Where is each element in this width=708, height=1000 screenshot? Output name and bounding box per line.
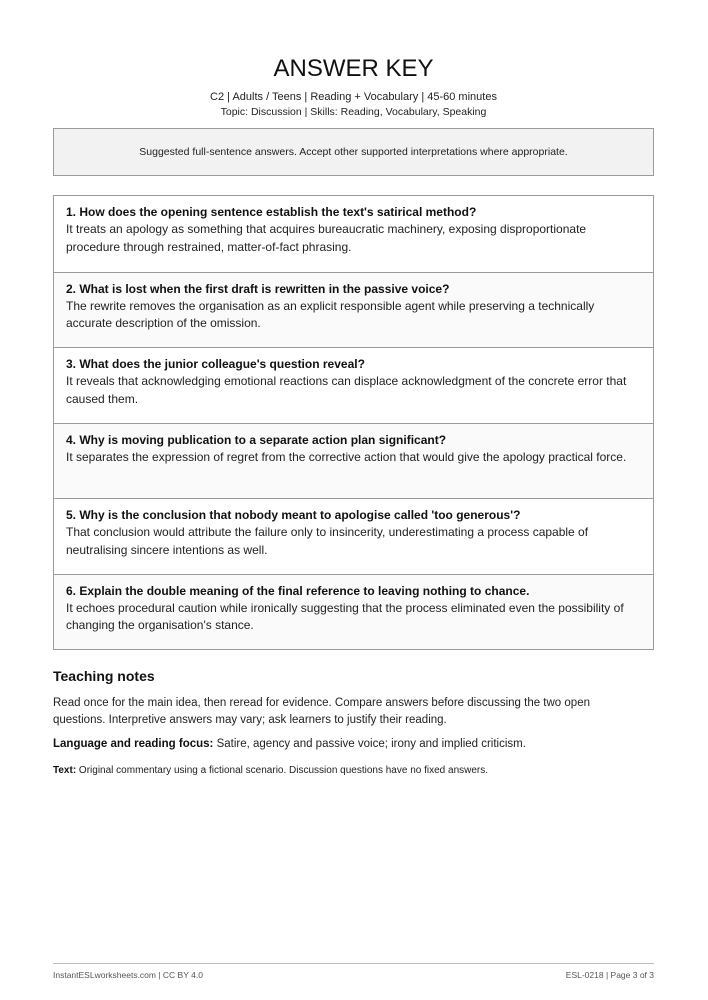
answer-text: The rewrite removes the organisation as an explicit responsible agent while preserving a technically accurate description of the omission. [66, 298, 595, 330]
footer-divider [53, 963, 654, 964]
answer-item [54, 423, 653, 499]
answer-text: It separates the expression of regret from the corrective action that would give the apology practical force. [66, 449, 627, 464]
text-source-label: Text: [53, 765, 77, 776]
answer-text: That conclusion would attribute the failure only to insincerity, underestimating a process capable of neutralising sincere intentions as well. [66, 525, 589, 557]
footer-page-number: ESL-0218 | Page 3 of 3 [565, 970, 654, 980]
teaching-notes-paragraph: Read once for the main idea, then reread for evidence. Compare answers before discussing the two open questions. Interpretive answers may vary; ask learners to justify their reading. [53, 697, 590, 726]
question-text: 4. Why is moving publication to a separate action plan significant? [66, 432, 447, 447]
worksheet-meta: C2 | Adults / Teens | Reading + Vocabulary | 45-60 minutes [210, 91, 497, 103]
answer-item [54, 196, 653, 272]
question-text: 6. Explain the double meaning of the final reference to leaving nothing to chance. [66, 583, 530, 598]
answer-item [54, 498, 653, 574]
instructions-text: Suggested full-sentence answers. Accept other supported interpretations where appropriate. [139, 146, 568, 158]
question-text: 2. What is lost when the first draft is rewritten in the passive voice? [66, 281, 450, 296]
page-title: ANSWER KEY [273, 55, 434, 82]
question-text: 3. What does the junior colleague's question reveal? [66, 357, 365, 371]
answer-text: It echoes procedural caution while ironically suggesting that the process eliminated even the possibility of changing the organisation's stance. [66, 600, 624, 632]
answer-item [54, 347, 653, 423]
text-source-note [53, 765, 643, 776]
language-focus-text: Satire, agency and passive voice; irony and implied criticism. [213, 738, 526, 750]
answer-text: It treats an apology as something that acquires bureaucratic machinery, exposing disproportionate procedure through restrained, matter-of-fact phrasing. [66, 222, 587, 254]
language-focus [53, 738, 643, 750]
answer-item [54, 574, 653, 650]
text-source-text: Original commentary using a fictional scenario. Discussion questions have no fixed answers. [76, 765, 489, 776]
instructions-box [53, 128, 654, 176]
footer-license: InstantESLworksheets.com | CC BY 4.0 [53, 970, 203, 980]
question-text: 5. Why is the conclusion that nobody meant to apologise called 'too generous'? [66, 508, 521, 522]
answer-text: It reveals that acknowledging emotional reactions can displace acknowledgment of the concrete error that caused them. [66, 374, 627, 406]
answer-item [54, 272, 653, 348]
answer-table [53, 195, 654, 650]
worksheet-topic: Topic: Discussion | Skills: Reading, Vocabulary, Speaking [220, 106, 487, 118]
language-focus-label: Language and reading focus: [53, 738, 214, 750]
teaching-notes-heading: Teaching notes [53, 668, 155, 684]
question-text: 1. How does the opening sentence establish the text's satirical method? [66, 205, 477, 219]
